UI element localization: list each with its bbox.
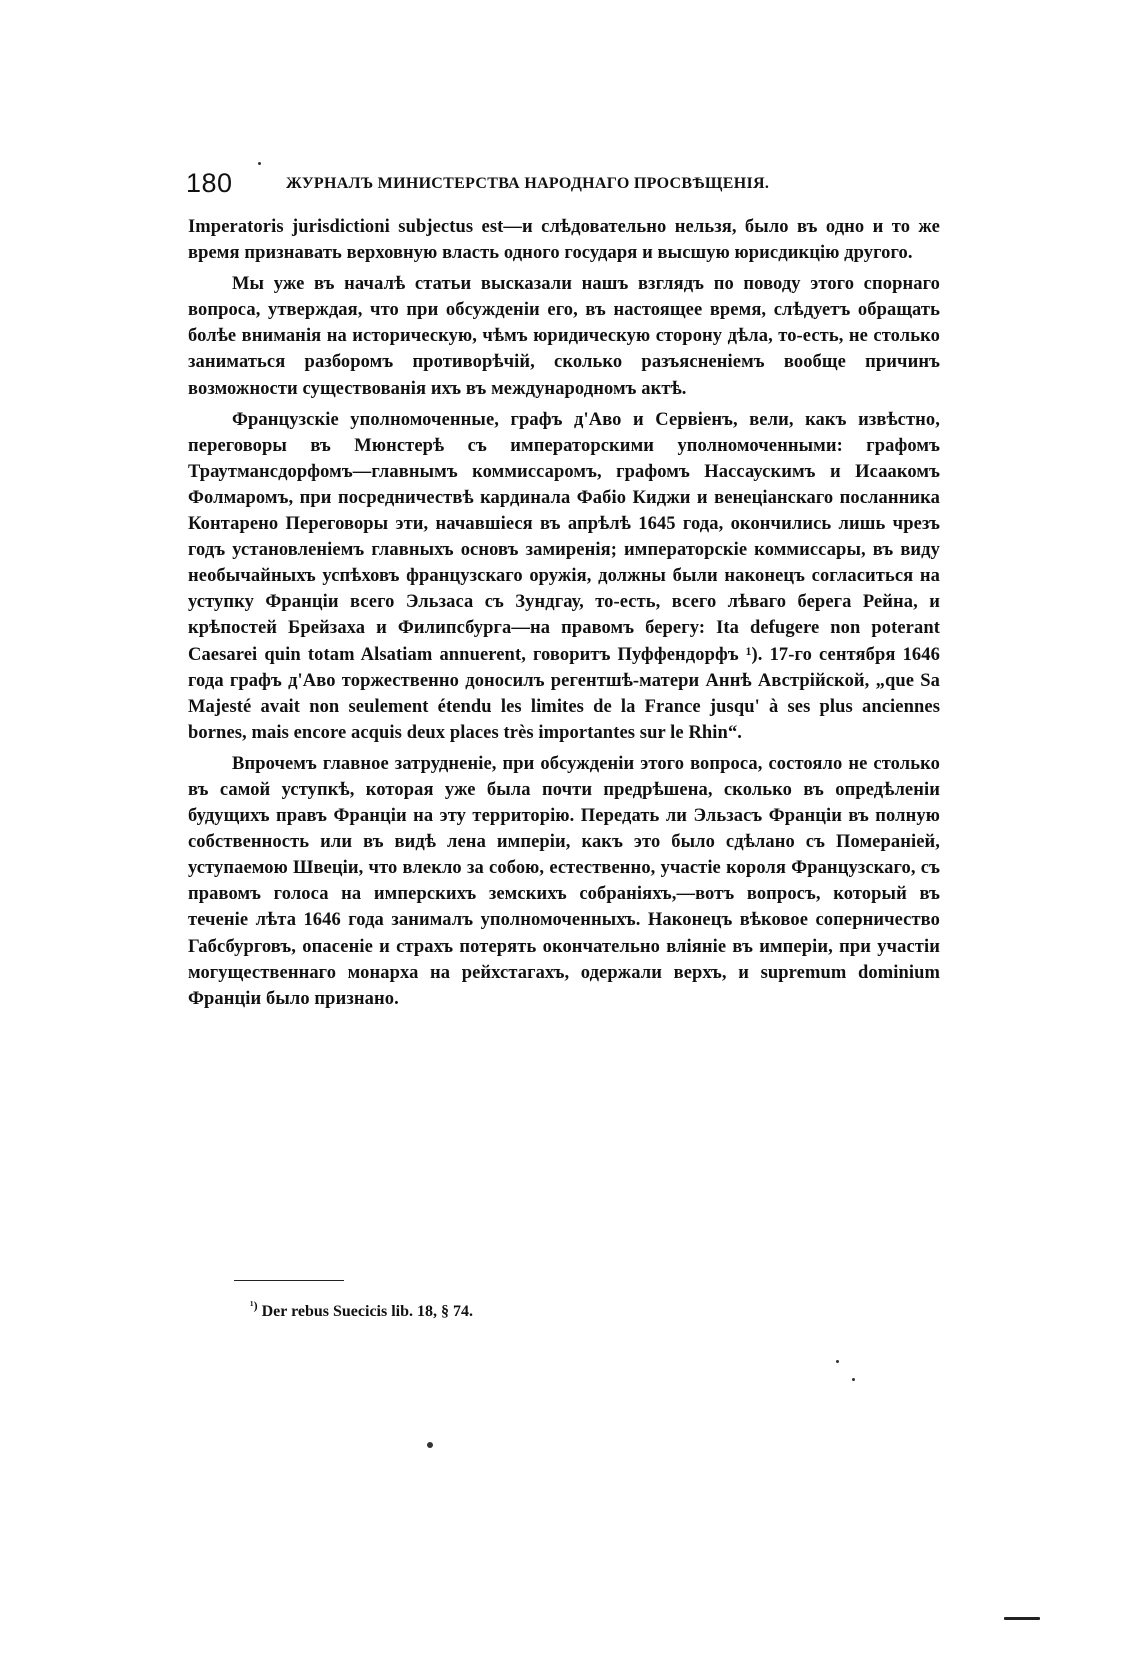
footnote-rule [234,1280,344,1281]
margin-dash-mark [1004,1617,1040,1620]
ink-speck [427,1442,433,1448]
footnote-text: Der rebus Suecicis lib. 18, § 74. [261,1303,474,1320]
paragraph: Впрочемъ главное затрудненіе, при обсужденіи этого вопроса, состояло не столько въ самой уступкѣ, которая уже была почти предрѣшена, сколько въ опредѣленіи будущихъ правъ Франціи на эту территорію. Передать ли Эльзасъ Франціи въ полную собственность или въ видѣ лена имперіи, какъ это было сдѣлано съ Помераніей, уступаемою Швеціи, что влекло за собою, естественно, участіе короля Французскаго, съ правомъ голоса на имперскихъ земскихъ собраніяхъ,—вотъ вопросъ, который въ теченіе лѣта 1646 года занималъ уполномоченныхъ. Наконецъ вѣковое соперничество Габсбурговъ, опасеніе и страхъ потерять окончательно вліяніе въ имперіи, при участіи могущественнаго монарха на рейхстагахъ, одержали верхъ, и supremum dominium Франціи было признано. [188,753,940,1009]
footnote [250,1300,850,1324]
page-number: 180 [186,168,233,198]
paragraph: Мы уже въ началѣ статьи высказали нашъ взглядъ по поводу этого спорнаго вопроса, утверждая, что при обсужденіи его, въ настоящее время, слѣдуетъ обращать болѣе вниманія на историческую, чѣмъ юридическую сторону дѣла, то-есть, не столько заниматься разборомъ противорѣчій, сколько разъясненіемъ вообще причинъ возможности существованія ихъ въ международномъ актѣ. [188,274,940,399]
paragraph: Французскіе уполномоченные, графъ д'Аво и Сервіенъ, вели, какъ извѣстно, переговоры въ Мюнстерѣ съ императорскими уполномоченными: графомъ Траутмансдорфомъ—главнымъ коммиссаромъ, графомъ Нассаускимъ и Исаакомъ Фолмаромъ, при посредничествѣ кардинала Фабіо Киджи и венеціанскаго посланника Контарено Переговоры эти, начавшіеся въ апрѣлѣ 1645 года, окончились лишь чрезъ годъ установленіемъ главныхъ основъ замиренія; императорскіе коммиссары, въ виду необычайныхъ успѣховъ французскаго оружія, должны были наконецъ согласиться на уступку Франціи всего Эльзаса съ Зундгау, то-есть, всего лѣваго берега Рейна, и крѣпостей Брейзаха и Филипсбурга—на правомъ берегу: Ita defugere non poterant Caesarei quin totam Alsatiam annuerent, говоритъ Пуффендорфъ ¹). 17-го сентября 1646 года графъ д'Аво торжественно доносилъ регентшѣ-матери Аннѣ Австрійской, „que Sa Majesté avait non seulement étendu les limites de la France jusqu' à ses plus anciennes bornes, mais encore acquis deux places très importantes sur le Rhin“. [188,409,940,743]
ink-speck [852,1378,855,1381]
ink-speck [836,1360,839,1363]
running-title: ЖУРНАЛЪ МИНИСТЕРСТВА НАРОДНАГО ПРОСВѢЩЕНІЯ. [286,175,770,192]
ink-speck [258,162,261,165]
footnote-marker: ¹) [250,1298,258,1313]
paragraph-continued: Imperatoris jurisdictioni subjectus est—и слѣдовательно нельзя, было въ одно и то же время признавать верховную власть одного государя и высшую юрисдикцію другого. [188,217,940,264]
body-text [188,214,940,1012]
page-header [186,166,946,200]
